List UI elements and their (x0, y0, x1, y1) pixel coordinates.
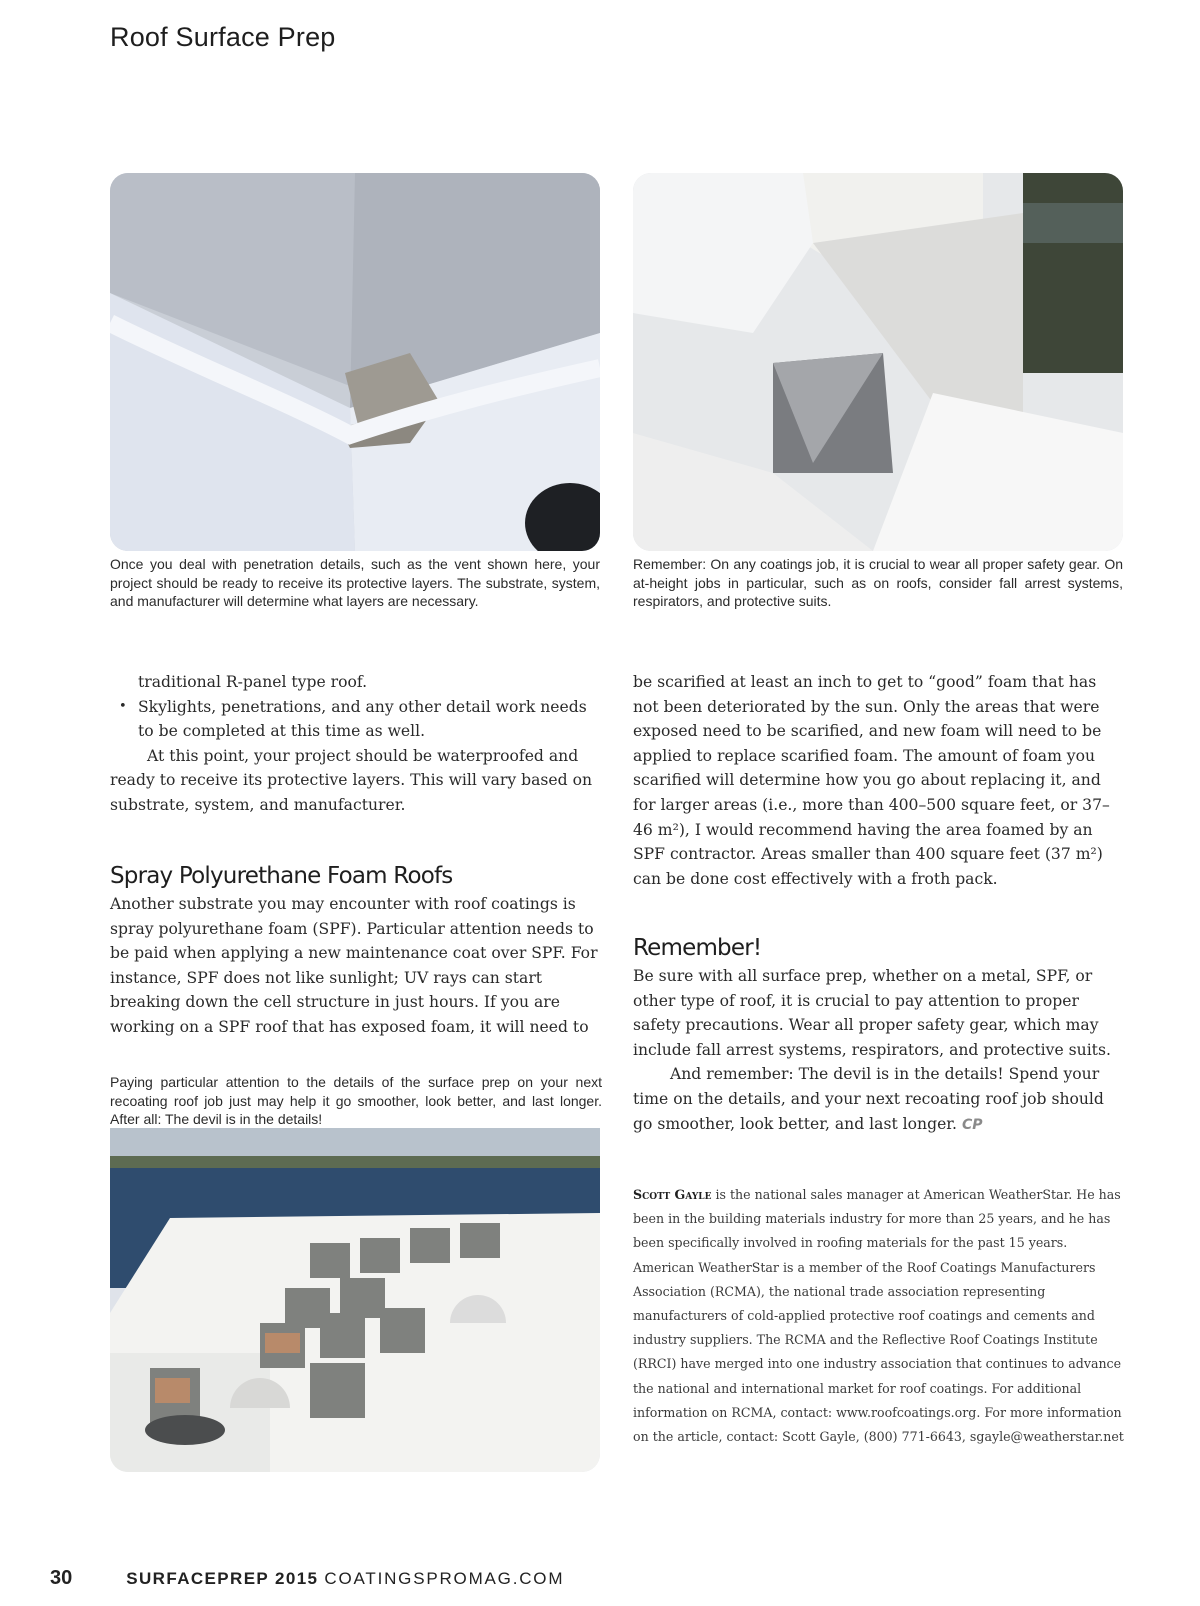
vent-photo (110, 173, 600, 551)
author-bio (633, 1183, 1125, 1449)
page-number: 30 (50, 1567, 73, 1589)
left-column (110, 670, 600, 818)
spf-continued-paragraph: be scarified at least an inch to get to “good” foam that has not been deteriorated by the sun. Only the areas that were exposed need to be scarified, and new foam will need to be applied to replace scarified foam. The amount of foam you scarified will determine how you go about replacing it, and for larger areas (i.e., more than 400–500 square feet, or 37–46 m²), I would recommend having the area foamed by an SPF contractor. Areas smaller than 400 square feet (37 m²) can be done cost effectively with a froth pack. (633, 673, 1110, 888)
vent-photo-caption: Once you deal with penetration details, such as the vent shown here, your project should be ready to receive its protective layers. The substrate, system, and manufacturer will determine what layers are necessary. (110, 556, 600, 609)
continued-line: traditional R-panel type roof. (138, 673, 368, 691)
remember-paragraph-2 (633, 1062, 1125, 1137)
right-column (633, 670, 1125, 891)
remember-section (633, 964, 1125, 1137)
page-footer (50, 1567, 564, 1590)
author-bio-text: is the national sales manager at American WeatherStar. He has been in the building materials industry for more than 25 years, and he has been specifically involved in roofing materials for the past 15 years. American WeatherStar is a member of the Roof Coatings Manufacturers Association (RCMA), the national trade association representing manufacturers of cold-applied protective roof coatings and cements and industry suppliers. The RCMA and the Reflective Roof Coatings Institute (RRCI) have merged into one industry association that continues to advance the national and international market for roof coatings. For additional information on RCMA, contact: www.roofcoatings.org. For more information on the article, contact: Scott Gayle, (800) 771-6643, sgayle@weatherstar.net (633, 1187, 1124, 1445)
skylight-photo (633, 173, 1123, 551)
bullet-item: • Skylights, penetrations, and any other detail work needs to be completed at this time as well. (110, 695, 600, 744)
remember-heading: Remember! (633, 935, 762, 961)
spf-paragraph: Another substrate you may encounter with roof coatings is spray polyurethane foam (SPF). Particular attention needs to be paid when applying a new maintenance coat over SPF. For instance, SPF does not like sunlight; UV rays can start breaking down the cell structure in just hours. If you are working on a SPF roof that has exposed foam, it will need to (110, 895, 598, 1036)
spf-heading: Spray Polyurethane Foam Roofs (110, 863, 453, 889)
remember-paragraph-1: Be sure with all surface prep, whether on a metal, SPF, or other type of roof, it is crucial to pay attention to proper safety precautions. Wear all proper safety gear, which may include fall arrest systems, respirators, and protective suits. (633, 967, 1111, 1059)
magazine-name: SURFACEPREP 2015 (126, 1569, 319, 1588)
website-link[interactable]: COATINGSPROMAG.COM (324, 1569, 565, 1588)
skylight-photo-caption: Remember: On any coatings job, it is crucial to wear all proper safety gear. On at-height jobs in particular, such as on roofs, consider fall arrest systems, respirators, and protective suits. (633, 556, 1123, 609)
spf-section (110, 892, 600, 1040)
section-title: Roof Surface Prep (110, 22, 336, 52)
end-mark: CP (961, 1116, 983, 1133)
author-name: Scott Gayle (633, 1187, 712, 1202)
hvac-photo-caption: Paying particular attention to the details of the surface prep on your next recoating roof job just may help it go smoother, look better, and last longer. After all: The devil is in the details! (110, 1074, 602, 1127)
remember-paragraph-2-text: And remember: The devil is in the details! Spend your time on the details, and your next recoating roof job should go smoother, look better, and last longer. (633, 1065, 1104, 1133)
waterproofed-paragraph: At this point, your project should be waterproofed and ready to receive its protective layers. This will vary based on substrate, system, and manufacturer. (110, 746, 593, 814)
hvac-photo (110, 1128, 600, 1472)
detail-bullets (110, 695, 600, 744)
